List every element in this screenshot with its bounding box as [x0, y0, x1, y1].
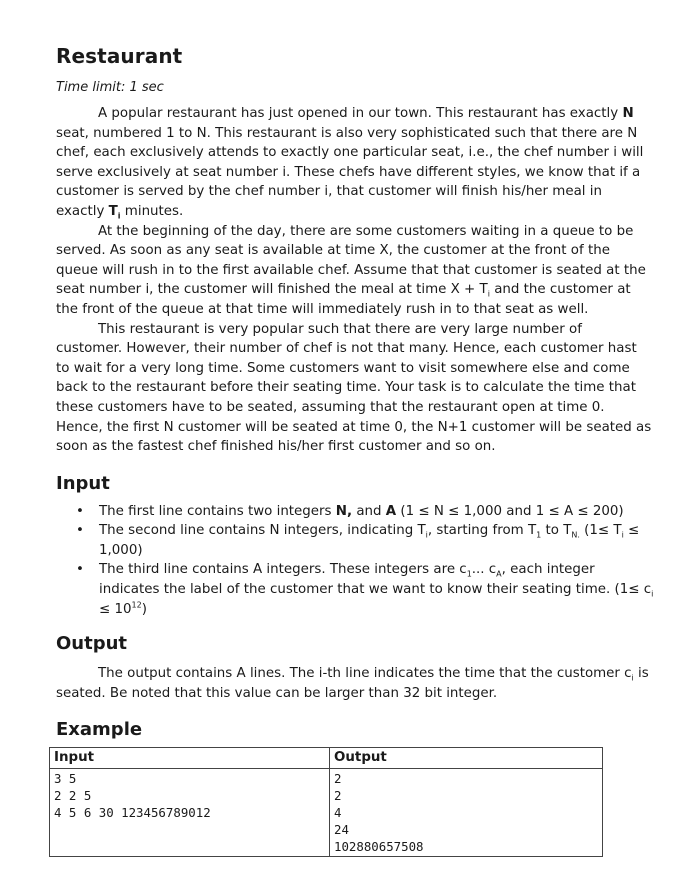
- example-section: [56, 719, 653, 857]
- example-input-line: 2 2 5: [54, 788, 92, 804]
- example-heading: Example: [56, 719, 143, 741]
- example-table: [49, 747, 603, 857]
- output-paragraph: The output contains A lines. The i-th line indicates the time that the customer $c_i$ is seated. Be noted that this value can be larger than 32 bit integer.: [56, 666, 649, 701]
- input-section: [56, 473, 653, 620]
- bullet-icon: •: [76, 523, 84, 539]
- example-input-line: 4 5 6 30 123456789012: [54, 805, 211, 821]
- input-bullet-list: [56, 502, 653, 620]
- example-input-header: Input: [50, 748, 330, 769]
- description-paragraph-3: This restaurant is very popular such that there are very large number of customer. However, their number of chef is not that many. Hence, each customer hast to wait for a very long time. Some customers want to visit somewhere else and come back to the restaurant before their seating time. Your task is to calculate the time that these customers have to be seated, assuming that the restaurant open at time 0. Hence, the first N customer will be seated at time 0, the N+1 customer will be seated as soon as the fastest chef finished his/her first customer and so on.: [56, 321, 652, 455]
- time-limit: Time limit: 1 sec: [56, 80, 164, 95]
- input-bullet-2: • The second line contains N integers, indicating $T_i$, starting from $T_1$ to $T_{N.}$ $(1\le T_i \le 1,000)$: [76, 523, 640, 558]
- input-heading: Input: [56, 472, 110, 494]
- description-paragraph-2: At the beginning of the day, there are some customers waiting in a queue to be served. As soon as any seat is available at time X, the customer at the front of the queue will rush in to the first available chef. Assume that that customer is seated at the seat number i, the customer will finished the meal at time $X + T_i$ and the customer at the front of the queue at that time will immediately rush in to that seat as well.: [56, 223, 646, 317]
- example-output-line: 102880657508: [334, 839, 424, 855]
- example-input-line: 3 5: [54, 771, 77, 787]
- example-output-line: 2: [334, 788, 342, 804]
- bullet-icon: •: [76, 503, 84, 519]
- description-paragraph-1: A popular restaurant has just opened in our town. This restaurant has exactly N seat, numbered 1 to N. This restaurant is also very sophisticated such that there are N chef, each exclusively attends to exactly one particular seat, i.e., the chef number i will serve exclusively at seat number i. These chefs have different styles, we know that if a customer is served by the chef number i, that customer will finish his/her meal in exactly $T_i$ minutes.: [56, 106, 644, 221]
- example-output-line: 4: [334, 805, 342, 821]
- input-bullet-1: • The first line contains two integers N, and A (1 ≤ N ≤ 1,000 and 1 ≤ A ≤ 200): [56, 502, 654, 522]
- problem-title: Restaurant: [56, 44, 183, 68]
- input-bullet-3: • The third line contains A integers. These integers are $c_1$... $c_A$, each integer indicates the label of the customer that we want to know their seating time. $(1\le c_i \le 10^{12})$: [76, 562, 654, 617]
- example-output-cell: [330, 769, 603, 857]
- bullet-icon: •: [76, 562, 84, 578]
- example-output-line: 24: [334, 822, 349, 838]
- example-output-header: Output: [330, 748, 603, 769]
- output-section: [56, 633, 653, 703]
- example-output-line: 2: [334, 771, 342, 787]
- example-input-cell: [50, 769, 330, 857]
- output-heading: Output: [56, 633, 128, 655]
